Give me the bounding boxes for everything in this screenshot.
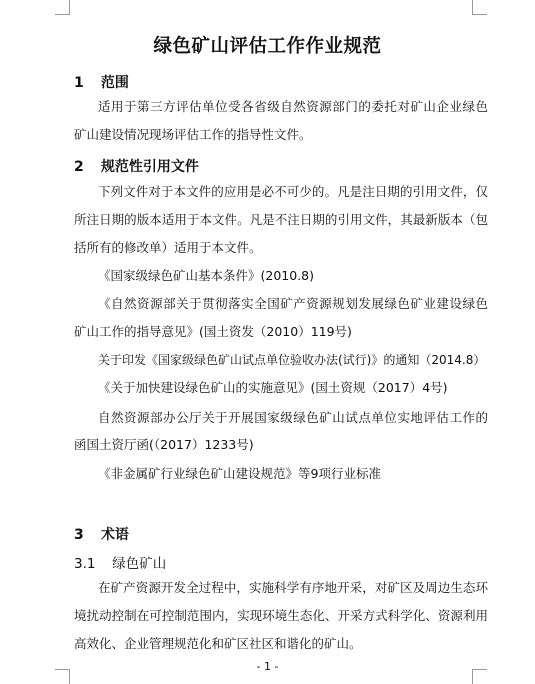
paragraph-line: 矿山建设情况现场评估工作的指导性文件。 bbox=[74, 127, 312, 142]
reference-item-continued: 函国土资厅函(（2017）1233号) bbox=[74, 437, 254, 452]
section-title: 范围 bbox=[100, 75, 129, 91]
reference-item: 《自然资源部关于贯彻落实全国矿产资源规划发展绿色矿业建设绿色 bbox=[98, 296, 488, 311]
page-number: - 1 - bbox=[256, 660, 279, 673]
reference-item-continued: 矿山工作的指导意见》(国土资发（2010）119号) bbox=[74, 324, 352, 339]
paragraph-line: 所注日期的版本适用于本文件。凡是不注日期的引用文件，其最新版本（包 bbox=[74, 212, 488, 227]
paragraph-line: 括所有的修改单）适用于本文件。 bbox=[74, 240, 262, 255]
section-title: 术语 bbox=[100, 527, 129, 543]
section-heading-terms bbox=[74, 524, 129, 544]
reference-item: 《关于加快建设绿色矿山的实施意见》(国土资规（2017）4号) bbox=[98, 380, 448, 395]
section-title: 规范性引用文件 bbox=[100, 159, 199, 175]
crop-mark-top-left bbox=[55, 0, 70, 15]
subsection-title: 绿色矿山 bbox=[112, 556, 167, 572]
paragraph-line: 适用于第三方评估单位受各省级自然资源部门的委托对矿山企业绿色 bbox=[98, 99, 488, 114]
subsection-heading-green-mine bbox=[74, 552, 166, 572]
section-number: 1 bbox=[74, 75, 84, 91]
paragraph-line: 境扰动控制在可控制范围内，实现环境生态化、开采方式科学化、资源利用 bbox=[74, 608, 488, 623]
paragraph-line: 在矿产资源开发全过程中，实施科学有序地开采，对矿区及周边生态环 bbox=[98, 580, 488, 595]
section-number: 2 bbox=[74, 159, 84, 175]
paragraph-line: 下列文件对于本文件的应用是必不可少的。凡是注日期的引用文件，仅 bbox=[98, 184, 488, 199]
reference-item: 《非金属矿行业绿色矿山建设规范》等9项行业标准 bbox=[98, 466, 381, 481]
reference-item: 关于印发《国家级绿色矿山试点单位验收办法(试行)》的通知（2014.8） bbox=[98, 353, 486, 367]
section-number: 3 bbox=[74, 527, 84, 543]
subsection-number: 3.1 bbox=[74, 556, 96, 572]
section-heading-references bbox=[74, 156, 199, 176]
crop-mark-top-right bbox=[472, 0, 487, 15]
reference-item: 自然资源部办公厅关于开展国家级绿色矿山试点单位实地评估工作的 bbox=[98, 410, 488, 425]
reference-item: 《国家级绿色矿山基本条件》(2010.8) bbox=[98, 268, 314, 283]
paragraph-line: 高效化、企业管理规范化和矿区社区和谐化的矿山。 bbox=[74, 636, 362, 651]
section-heading-scope bbox=[74, 72, 129, 92]
document-title: 绿色矿山评估工作作业规范 bbox=[153, 36, 382, 57]
